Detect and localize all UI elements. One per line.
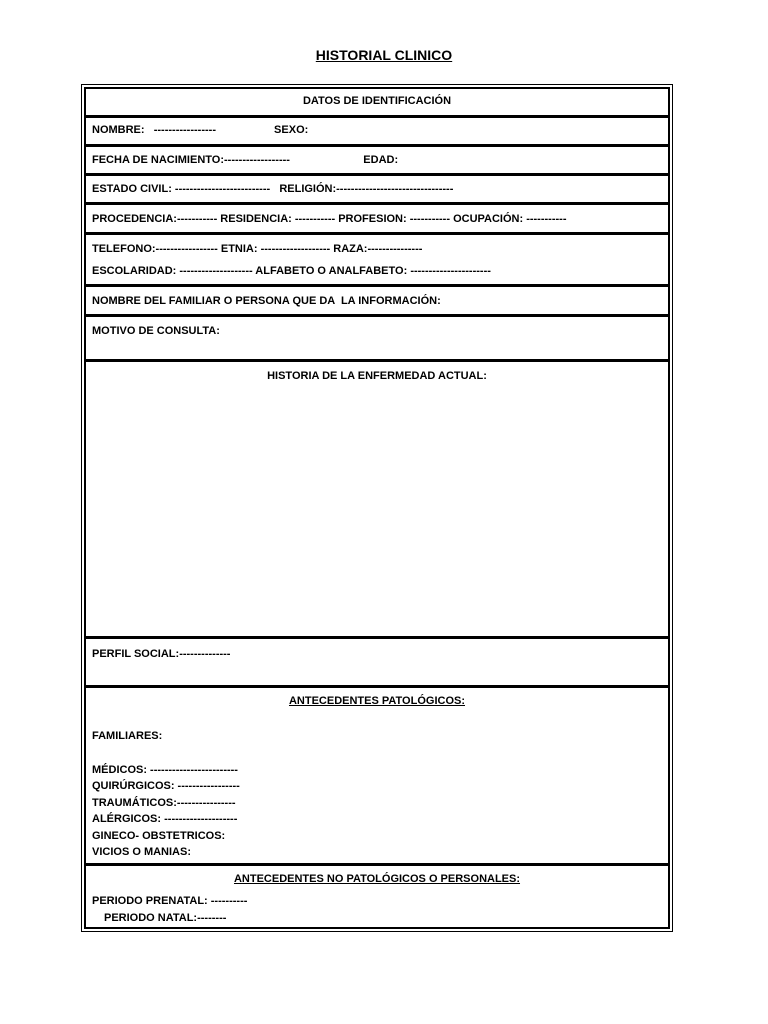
informant-row [84,285,670,316]
reason-for-visit-field: MOTIVO DE CONSULTA: [92,325,220,337]
phone-ethnicity-race-fields: TELEFONO:----------------- ETNIA: ------------------- RAZA:--------------- [92,243,423,255]
surgical-history-field: QUIRÚRGICOS: ----------------- [92,780,240,792]
current-illness-header: HISTORIA DE LA ENFERMEDAD ACTUAL: [267,370,487,382]
gyneco-obstetric-field: GINECO- OBSTETRICOS: [92,830,226,842]
prenatal-period-field: PERIODO PRENATAL: ---------- [92,895,248,907]
name-sex-fields: NOMBRE: ----------------- SEXO: [92,124,309,136]
civil-status-religion-row [84,174,670,204]
pathological-history-header: ANTECEDENTES PATOLÓGICOS: [288,695,465,707]
pathological-history-section [84,686,670,865]
birthdate-age-row [84,145,670,175]
habits-field: VICIOS O MANIAS: [92,846,192,858]
civil-status-religion-fields: ESTADO CIVIL: -------------------------- RELIGIÓN:-------------------------------- [92,183,454,195]
medical-history-field: MÉDICOS: ------------------------ [92,764,238,776]
trauma-history-field: TRAUMÁTICOS:---------------- [92,797,236,809]
birthdate-age-fields: FECHA DE NACIMIENTO:------------------ EDAD: [92,154,399,166]
current-illness-section [84,360,670,638]
clinical-history-form [81,84,673,932]
phone-education-row [84,233,670,286]
allergy-history-field: ALÉRGICOS: -------------------- [92,813,238,825]
non-pathological-history-section [84,864,670,929]
social-profile-field: PERFIL SOCIAL:-------------- [92,648,231,660]
social-profile-row [84,637,670,687]
education-literacy-fields: ESCOLARIDAD: -------------------- ALFABETO O ANALFABETO: ---------------------- [92,265,491,277]
origin-occupation-fields: PROCEDENCIA:----------- RESIDENCIA: ----------- PROFESION: ----------- OCUPACIÓN: ----------- [92,213,567,225]
identification-header: DATOS DE IDENTIFICACIÓN [302,95,452,107]
family-history-field: FAMILIARES: [92,730,163,742]
page-title: HISTORIAL CLINICO [315,47,453,63]
non-pathological-history-header: ANTECEDENTES NO PATOLÓGICOS O PERSONALES: [233,873,521,885]
reason-for-visit-row [84,315,670,361]
identification-header-row [84,87,670,117]
natal-period-field: PERIODO NATAL:-------- [104,912,227,924]
origin-occupation-row [84,203,670,234]
name-sex-row [84,116,670,146]
informant-field: NOMBRE DEL FAMILIAR O PERSONA QUE DA LA INFORMACIÓN: [92,295,441,307]
